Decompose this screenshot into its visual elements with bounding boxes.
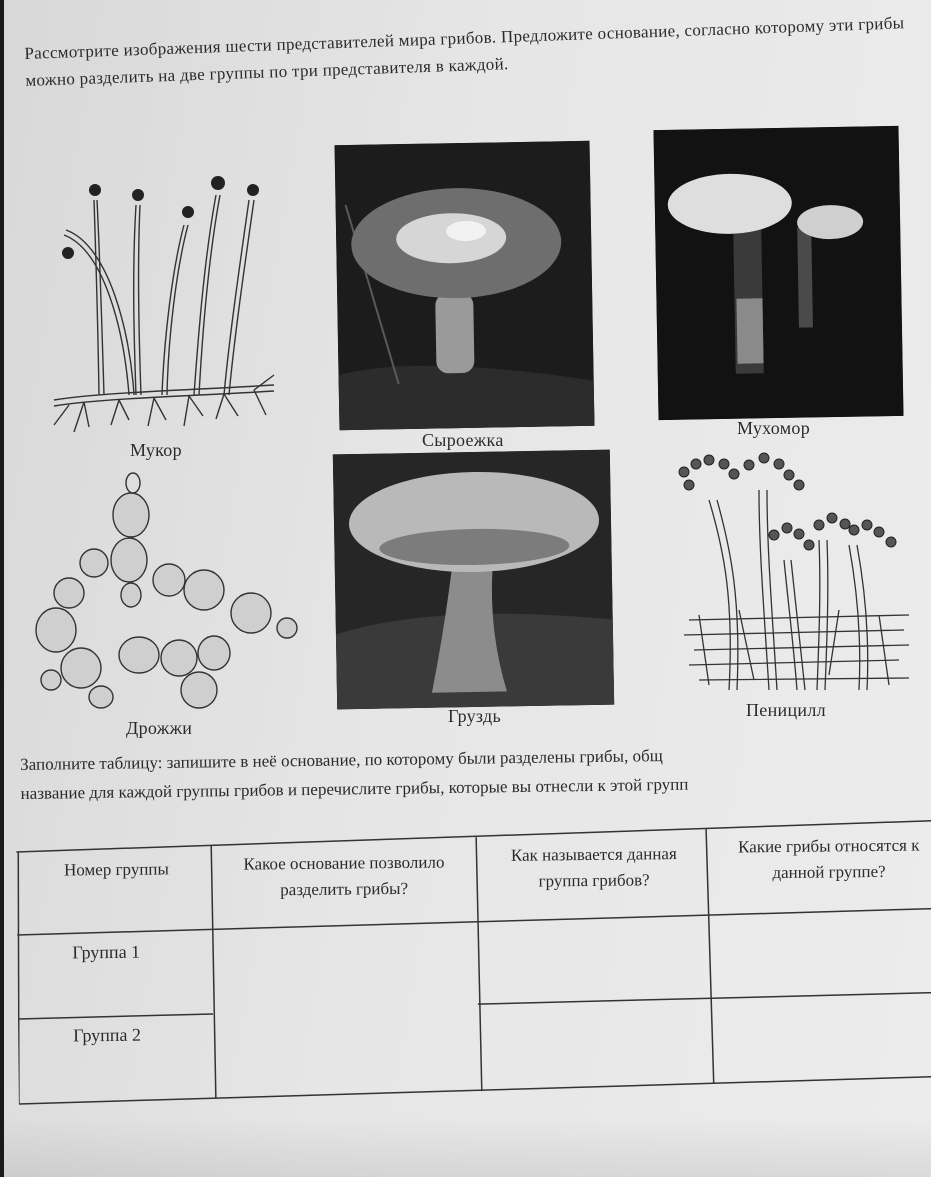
amanita-photo xyxy=(653,126,903,420)
header-group-number: Номер группы xyxy=(63,859,169,880)
answer-table xyxy=(16,816,931,1108)
mucor-drawing xyxy=(44,170,284,440)
milk-mushroom-photo xyxy=(333,450,614,710)
caption-russula: Сыроежка xyxy=(422,430,504,450)
penicillium-drawing xyxy=(669,450,914,700)
row-label-group-1: Группа 1 xyxy=(72,941,141,963)
caption-amanita: Мухомор xyxy=(737,418,811,438)
header-members: Какие грибы относятся к данной группе? xyxy=(738,835,920,883)
yeast-drawing xyxy=(29,465,304,710)
worksheet-page xyxy=(4,0,931,1177)
table-instruction xyxy=(20,737,931,808)
header-group-name: Как называется данная группа грибов? xyxy=(510,844,677,891)
header-basis: Какое основание позволило разделить грибы? xyxy=(243,852,445,900)
row-label-group-2: Группа 2 xyxy=(73,1024,142,1046)
caption-yeast: Дрожжи xyxy=(126,718,193,738)
caption-penicillium: Пеницилл xyxy=(746,700,826,720)
caption-mucor: Мукор xyxy=(130,440,182,460)
russula-photo xyxy=(335,141,595,430)
caption-milk-mushroom: Груздь xyxy=(448,706,501,726)
task-paragraph: Рассмотрите изображения шести представителей мира грибов. Предложите основание, согласно которому эти грибы можно разделить на две группы по три представителя в каждой. xyxy=(24,13,905,90)
instruction-line-2: название для каждой группы грибов и перечислите грибы, которые вы отнесли к этой групп xyxy=(20,774,689,803)
instruction-line-1: Заполните таблицу: запишите в неё основание, по которому были разделены грибы, общ xyxy=(20,746,663,774)
page-shadow xyxy=(4,1117,931,1177)
